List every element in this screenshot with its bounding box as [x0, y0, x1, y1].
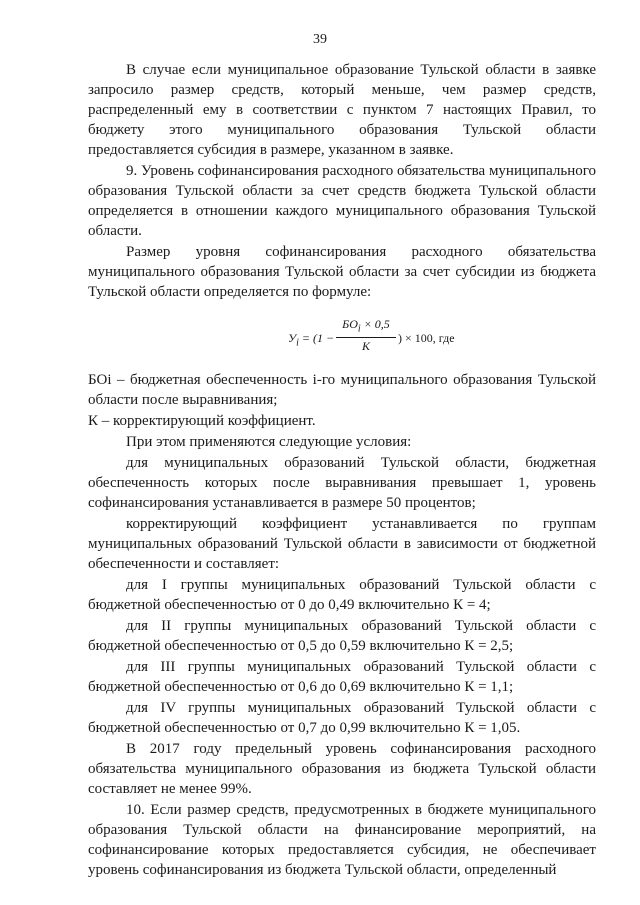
- paragraph-group-4: для IV группы муниципальных образований Тульской области с бюджетной обеспеченностью от 0,7 до 0,99 включительно К = 1,05.: [88, 700, 596, 736]
- paragraph-condition-above-1: для муниципальных образований Тульской области, бюджетная обеспеченность которых после выравнивания превышает 1, уровень софинансирования устанавливается в размере 50 процентов;: [88, 455, 596, 511]
- paragraph-formula-intro: Размер уровня софинансирования расходного обязательства муниципального образования Тульской области за счет субсидии из бюджета Тульской области определяется по формуле:: [88, 244, 596, 300]
- paragraph-2017-limit: В 2017 году предельный уровень софинансирования расходного обязательства муниципального образования из бюджета Тульской области составляет не менее 99%.: [88, 741, 596, 797]
- cofinancing-formula: [88, 316, 596, 356]
- paragraph-clause-10: 10. Если размер средств, предусмотренных в бюджете муниципального образования Тульской области на финансирование мероприятий, на софинансирование которых предоставляется субсидия, не обеспечивает уровень софинансирования из бюджета Тульской области, определенный: [88, 802, 596, 878]
- paragraph-request-amount: В случае если муниципальное образование Тульской области в заявке запросило размер средств, который меньше, чем размер средств, распределенный ему в соответствии с пунктом 7 настоящих Правил, то бюджету этого муниципального образования Тульской области предоставляется субсидия в размере, указанном в заявке.: [88, 62, 596, 158]
- formula-fraction: [336, 316, 396, 354]
- paragraph-clause-9: 9. Уровень софинансирования расходного обязательства муниципального образования Тульской области за счет средств бюджета Тульской области определяется в отношении каждого муниципального образования Тульской области.: [88, 163, 596, 239]
- page-number: 39: [313, 32, 327, 47]
- formula-numerator: $БО_i \times 0,5$: [336, 316, 396, 338]
- definition-bo: БОi – бюджетная обеспеченность i-го муниципального образования Тульской области после выравнивания;: [88, 372, 596, 408]
- paragraph-coefficient-groups: корректирующий коэффициент устанавливается по группам муниципальных образований Тульской области в зависимости от бюджетной обеспеченности и составляет:: [88, 516, 596, 572]
- paragraph-group-1: для I группы муниципальных образований Тульской области с бюджетной обеспеченностью от 0 до 0,49 включительно К = 4;: [88, 577, 596, 613]
- paragraph-group-2: для II группы муниципальных образований Тульской области с бюджетной обеспеченностью от 0,5 до 0,59 включительно К = 2,5;: [88, 618, 596, 654]
- paragraph-group-3: для III группы муниципальных образований Тульской области с бюджетной обеспеченностью от 0,6 до 0,69 включительно К = 1,1;: [88, 659, 596, 695]
- document-body: [88, 60, 596, 881]
- paragraph-conditions: При этом применяются следующие условия:: [126, 434, 412, 450]
- formula-lhs: $У_i = (1$ −: [288, 331, 335, 349]
- formula-denominator: K: [361, 339, 370, 354]
- formula-rhs: ) × 100, где: [398, 331, 455, 345]
- definition-k: К – корректирующий коэффициент.: [88, 413, 316, 429]
